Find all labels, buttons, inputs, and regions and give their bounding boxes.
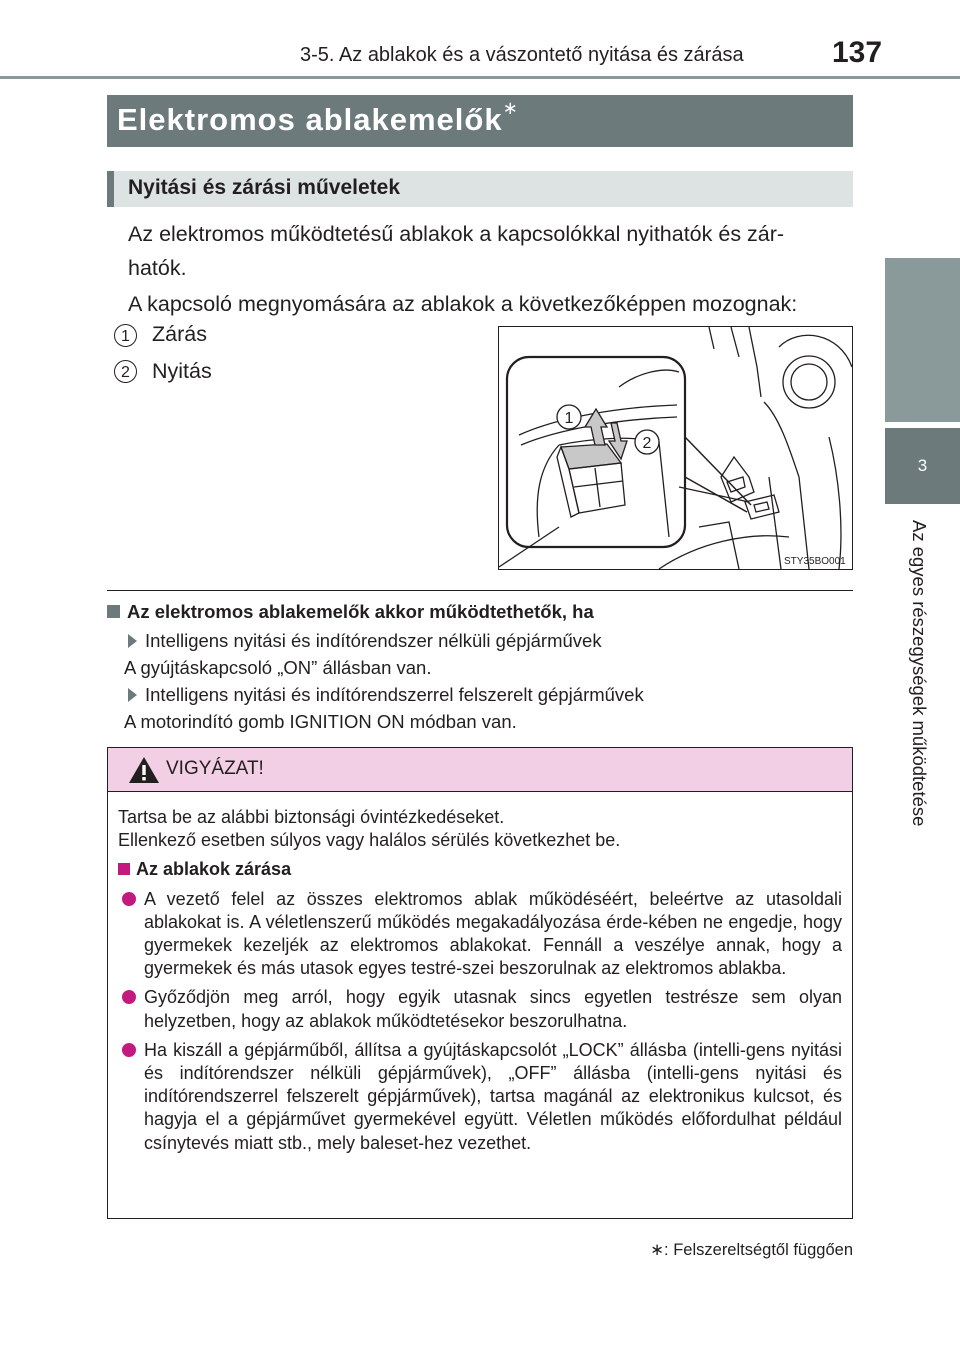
warning-body bbox=[118, 806, 842, 1155]
note-case-1-text: Intelligens nyitási és indítórendszer nélküli gépjárművek bbox=[145, 630, 602, 651]
warning-subheading bbox=[118, 858, 842, 881]
subsection-banner bbox=[107, 171, 853, 207]
warning-bullet bbox=[118, 888, 842, 981]
intro-line-2: hatók. bbox=[128, 256, 187, 280]
square-bullet-icon bbox=[107, 605, 120, 618]
subsection-title: Nyitási és zárási műveletek bbox=[128, 176, 400, 199]
warning-bullet-text-3: Ha kiszáll a gépjárműből, állítsa a gyújtáskapcsolót „LOCK” állásba (intelli-gens nyitási és indítórendszer nélküli gépjárművek), „OFF” állásba (intelli-gens nyitási és indítórendszerrel felszerelt gépjárművek), tartsa magánál az elektronikus kulcsot, és hagyja el a gépjárművet gyermekével együtt. Véletlen működés előfordulhat például csínytevés miatt stb., mely baleset-hez vezethet. bbox=[144, 1039, 842, 1153]
footnote-text: : Felszereltségtől függően bbox=[664, 1241, 853, 1259]
item-number-1: 1 bbox=[114, 324, 137, 347]
running-header: 3-5. Az ablakok és a vászontető nyitása és zárása bbox=[300, 44, 744, 66]
warning-bullet-text-1: A vezető felel az összes elektromos ablak működéséért, beleértve az utasoldali ablakokat is. A véletlenszerű működés megakadályozása érde-kében ne engedje, hogy gyermekek kezeljék az elektromos ablakokat. Fennáll a veszélye annak, hogy a gyermekek és más utasok egyes testré-szei beszorulnak az elektromos ablakba. bbox=[144, 888, 842, 979]
note-case-1-detail: A gyújtáskapcsoló „ON” állásban van. bbox=[124, 657, 432, 678]
chapter-side-label: Az egyes részegységek működtetése bbox=[909, 520, 930, 827]
item-number-2: 2 bbox=[114, 360, 137, 383]
section-title bbox=[117, 98, 519, 138]
triangle-bullet-icon bbox=[128, 634, 137, 648]
section-title-text: Elektromos ablakemelők bbox=[117, 102, 503, 137]
warning-bullet bbox=[118, 986, 842, 1032]
square-bullet-icon bbox=[118, 863, 130, 875]
warning-subheading-text: Az ablakok zárása bbox=[136, 859, 292, 880]
warning-bullet bbox=[118, 1039, 842, 1155]
page-number: 137 bbox=[832, 36, 883, 69]
note-heading bbox=[107, 601, 594, 623]
optional-equipment-marker: ∗ bbox=[502, 98, 519, 118]
side-tab-band bbox=[885, 258, 960, 422]
round-bullet-icon bbox=[122, 990, 136, 1004]
warning-box bbox=[107, 747, 853, 1219]
item-label-close: Zárás bbox=[152, 322, 207, 346]
power-window-switch-figure bbox=[498, 326, 853, 570]
warning-intro-2: Ellenkező esetben súlyos vagy halálos sérülés következhet be. bbox=[118, 830, 621, 851]
section-banner bbox=[107, 95, 853, 147]
note-case-1 bbox=[128, 630, 602, 652]
note-case-2 bbox=[128, 684, 644, 706]
warning-header bbox=[108, 748, 852, 792]
triangle-bullet-icon bbox=[128, 688, 137, 702]
footnote bbox=[600, 1240, 853, 1260]
warning-title: VIGYÁZAT! bbox=[166, 758, 264, 779]
intro-line-3: A kapcsoló megnyomására az ablakok a következőképpen mozognak: bbox=[128, 292, 798, 316]
round-bullet-icon bbox=[122, 1043, 136, 1057]
warning-intro-1: Tartsa be az alábbi biztonsági óvintézkedéseket. bbox=[118, 807, 505, 827]
intro-line-1: Az elektromos működtetésű ablakok a kapcsolókkal nyithatók és zár- bbox=[128, 222, 785, 246]
footnote-marker: ∗ bbox=[650, 1241, 665, 1259]
warning-triangle-icon bbox=[128, 756, 160, 784]
note-case-2-text: Intelligens nyitási és indítórendszerrel felszerelt gépjárművek bbox=[145, 684, 644, 705]
chapter-tab: 3 bbox=[885, 428, 960, 504]
round-bullet-icon bbox=[122, 892, 136, 906]
callout-1: 1 bbox=[564, 410, 574, 427]
item-label-open: Nyitás bbox=[152, 359, 212, 383]
switch-illustration bbox=[499, 327, 852, 569]
figure-code: STY35BO001 bbox=[784, 556, 846, 567]
header-rule bbox=[0, 76, 960, 79]
note-heading-text: Az elektromos ablakemelők akkor működtethetők, ha bbox=[127, 601, 594, 622]
callout-2: 2 bbox=[642, 435, 652, 452]
section-rule bbox=[107, 590, 853, 591]
warning-bullet-text-2: Győződjön meg arról, hogy egyik utasnak sincs egyetlen testrésze sem olyan helyzetben, hogy az ablakok működtetésekor beszorulhatna. bbox=[144, 987, 842, 1031]
note-case-2-detail: A motorindító gomb IGNITION ON módban van. bbox=[124, 711, 517, 732]
